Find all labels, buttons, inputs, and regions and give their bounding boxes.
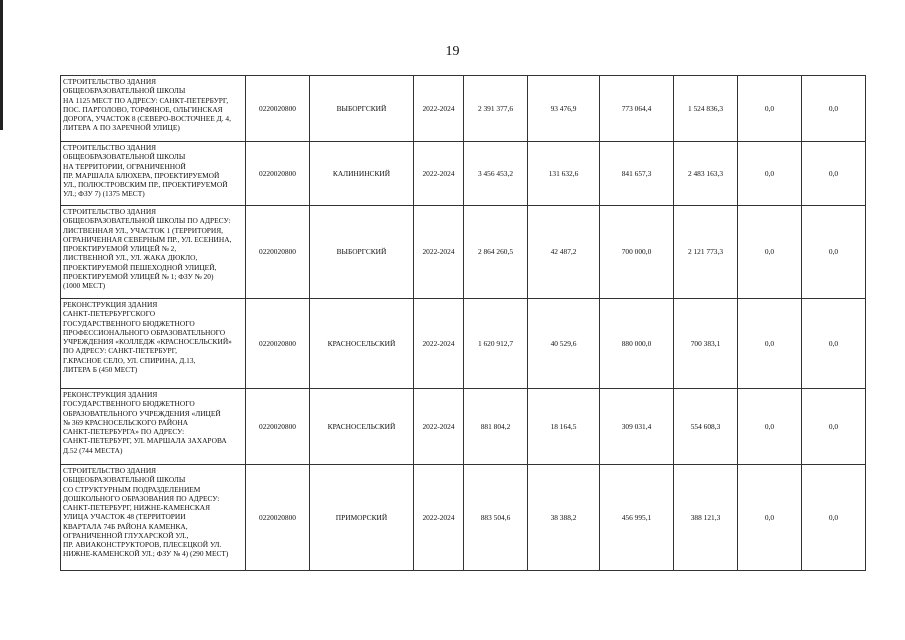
amount-2025: 0,0 xyxy=(738,465,802,571)
amount-2024: 2 483 163,3 xyxy=(674,142,738,206)
district: ПРИМОРСКИЙ xyxy=(310,465,414,571)
description-line: СТРОИТЕЛЬСТВО ЗДАНИЯ xyxy=(63,77,157,86)
table-row xyxy=(61,299,866,389)
description-line: № 369 КРАСНОСЕЛЬСКОГО РАЙОНА xyxy=(63,417,189,427)
description-line: ПРОЕКТИРУЕМОЙ ПЕШЕХОДНОЙ УЛИЦЕЙ, xyxy=(63,262,217,272)
description-line: ОБЩЕОБРАЗОВАТЕЛЬНОЙ ШКОЛЫ xyxy=(63,152,186,162)
amount-2024: 700 383,1 xyxy=(674,299,738,389)
budget-code: 0220020800 xyxy=(246,142,310,206)
description-line: СТРОИТЕЛЬСТВО ЗДАНИЯ xyxy=(63,466,157,475)
total-amount: 1 620 912,7 xyxy=(464,299,528,389)
description-line: ПОС. ПАРГОЛОВО, ТОРФЯНОЕ, ОЛЬГИНСКАЯ xyxy=(63,104,223,114)
amount-2025: 0,0 xyxy=(738,206,802,299)
amount-2023: 841 657,3 xyxy=(600,142,674,206)
period: 2022-2024 xyxy=(414,389,464,465)
description-line: ОБЩЕОБРАЗОВАТЕЛЬНОЙ ШКОЛЫ xyxy=(63,475,186,485)
amount-2023: 309 031,4 xyxy=(600,389,674,465)
amount-2025: 0,0 xyxy=(738,142,802,206)
amount-2023: 456 995,1 xyxy=(600,465,674,571)
object-description xyxy=(61,465,246,571)
table-row xyxy=(61,389,866,465)
description-line: ЛИТЕРА Б (450 МЕСТ) xyxy=(63,364,138,374)
description-line: ПО АДРЕСУ: САНКТ-ПЕТЕРБУРГ, xyxy=(63,346,177,356)
description-line: НА ТЕРРИТОРИИ, ОГРАНИЧЕННОЙ xyxy=(63,161,186,171)
object-description xyxy=(61,389,246,465)
description-line: СТРОИТЕЛЬСТВО ЗДАНИЯ xyxy=(63,143,157,152)
description-line: ОГРАНИЧЕННОЙ ГЛУХАРСКОЙ УЛ., xyxy=(63,530,189,540)
total-amount: 2 391 377,6 xyxy=(464,76,528,142)
budget-code: 0220020800 xyxy=(246,389,310,465)
description-line: РЕКОНСТРУКЦИЯ ЗДАНИЯ xyxy=(63,390,158,399)
amount-2022: 42 487,2 xyxy=(528,206,600,299)
period: 2022-2024 xyxy=(414,465,464,571)
description-line: ОБЩЕОБРАЗОВАТЕЛЬНОЙ ШКОЛЫ ПО АДРЕСУ: xyxy=(63,216,231,226)
amount-2026: 0,0 xyxy=(802,142,866,206)
period: 2022-2024 xyxy=(414,142,464,206)
description-line: САНКТ-ПЕТЕРБУРГ, УЛ. МАРШАЛА ЗАХАРОВА xyxy=(63,436,227,446)
table-row xyxy=(61,76,866,142)
period: 2022-2024 xyxy=(414,206,464,299)
object-description xyxy=(61,142,246,206)
object-description xyxy=(61,206,246,299)
description-line: ПРОФЕССИОНАЛЬНОГО ОБРАЗОВАТЕЛЬНОГО xyxy=(63,327,226,337)
amount-2022: 40 529,6 xyxy=(528,299,600,389)
amount-2023: 880 000,0 xyxy=(600,299,674,389)
description-line: САНКТ-ПЕТЕРБУРГА» ПО АДРЕСУ: xyxy=(63,427,185,436)
description-line: ОБЩЕОБРАЗОВАТЕЛЬНОЙ ШКОЛЫ xyxy=(63,86,186,96)
description-line: УЛ.; ФЗУ 7) (1375 МЕСТ) xyxy=(63,189,145,199)
object-description xyxy=(61,76,246,142)
description-line: УЛИЦА УЧАСТОК 48 (ТЕРРИТОРИИ xyxy=(63,512,186,522)
description-line: НА 1125 МЕСТ ПО АДРЕСУ: САНКТ-ПЕТЕРБУРГ, xyxy=(63,95,229,105)
investment-table xyxy=(60,75,866,571)
description-line: ГОСУДАРСТВЕННОГО БЮДЖЕТНОГО xyxy=(63,399,195,409)
description-line: НИЖНЕ-КАМЕНСКОЙ УЛ.; ФЗУ № 4) (290 МЕСТ) xyxy=(63,549,229,559)
description-line: ПР. АВИАКОНСТРУКТОРОВ, ПЛЕСЕЦКОЙ УЛ. xyxy=(63,540,222,549)
amount-2024: 388 121,3 xyxy=(674,465,738,571)
description-line: СО СТРУКТУРНЫМ ПОДРАЗДЕЛЕНИЕМ xyxy=(63,484,201,494)
amount-2023: 773 064,4 xyxy=(600,76,674,142)
description-line: ЛИСТВЕННОЙ УЛ., УЛ. ЖАКА ДЮКЛО, xyxy=(63,253,198,263)
description-line: СТРОИТЕЛЬСТВО ЗДАНИЯ xyxy=(63,207,157,216)
description-line: САНКТ-ПЕТЕРБУРГСКОГО xyxy=(63,309,156,319)
description-line: УЛ., ПОЛЮСТРОВСКИМ ПР., ПРОЕКТИРУЕМОЙ xyxy=(63,180,228,189)
period: 2022-2024 xyxy=(414,76,464,142)
budget-code: 0220020800 xyxy=(246,465,310,571)
total-amount: 3 456 453,2 xyxy=(464,142,528,206)
amount-2022: 38 388,2 xyxy=(528,465,600,571)
table-row xyxy=(61,206,866,299)
description-line: ДОРОГА, УЧАСТОК 8 (СЕВЕРО-ВОСТОЧНЕЕ Д. 4, xyxy=(63,114,231,123)
scan-edge-mark xyxy=(0,0,3,130)
description-line: ДОШКОЛЬНОГО ОБРАЗОВАНИЯ ПО АДРЕСУ: xyxy=(63,493,220,503)
amount-2025: 0,0 xyxy=(738,299,802,389)
amount-2024: 2 121 773,3 xyxy=(674,206,738,299)
page-number: 19 xyxy=(445,44,460,59)
budget-code: 0220020800 xyxy=(246,76,310,142)
amount-2026: 0,0 xyxy=(802,206,866,299)
total-amount: 883 504,6 xyxy=(464,465,528,571)
amount-2024: 554 608,3 xyxy=(674,389,738,465)
total-amount: 881 804,2 xyxy=(464,389,528,465)
description-line: УЧРЕЖДЕНИЯ «КОЛЛЕДЖ «КРАСНОСЕЛЬСКИЙ» xyxy=(63,337,232,346)
amount-2022: 18 164,5 xyxy=(528,389,600,465)
amount-2022: 131 632,6 xyxy=(528,142,600,206)
description-line: ГОСУДАРСТВЕННОГО БЮДЖЕТНОГО xyxy=(63,318,195,328)
description-line: САНКТ-ПЕТЕРБУРГ, НИЖНЕ-КАМЕНСКАЯ xyxy=(63,503,211,512)
description-line: ЛИТЕРА А ПО ЗАРЕЧНОЙ УЛИЦЕ) xyxy=(63,123,180,133)
description-line: РЕКОНСТРУКЦИЯ ЗДАНИЯ xyxy=(63,300,158,309)
description-line: ОБРАЗОВАТЕЛЬНОГО УЧРЕЖДЕНИЯ «ЛИЦЕЙ xyxy=(63,408,221,418)
table-row xyxy=(61,142,866,206)
amount-2022: 93 476,9 xyxy=(528,76,600,142)
district: ВЫБОРГСКИЙ xyxy=(310,206,414,299)
object-description xyxy=(61,299,246,389)
description-line: Д.52 (744 МЕСТА) xyxy=(63,445,123,455)
description-line: ПРОЕКТИРУЕМОЙ УЛИЦЕЙ № 1; ФЗУ № 20) xyxy=(63,271,214,281)
amount-2023: 700 000,0 xyxy=(600,206,674,299)
description-line: ЛИСТВЕННАЯ УЛ., УЧАСТОК 1 (ТЕРРИТОРИЯ, xyxy=(63,225,224,235)
amount-2024: 1 524 836,3 xyxy=(674,76,738,142)
description-line: (1000 МЕСТ) xyxy=(63,281,106,290)
description-line: КВАРТАЛА 74Б РАЙОНА КАМЕНКА, xyxy=(63,521,188,531)
total-amount: 2 864 260,5 xyxy=(464,206,528,299)
district: КРАСНОСЕЛЬСКИЙ xyxy=(310,299,414,389)
budget-code: 0220020800 xyxy=(246,299,310,389)
table-row xyxy=(61,465,866,571)
period: 2022-2024 xyxy=(414,299,464,389)
district: КРАСНОСЕЛЬСКИЙ xyxy=(310,389,414,465)
amount-2025: 0,0 xyxy=(738,76,802,142)
district: КАЛИНИНСКИЙ xyxy=(310,142,414,206)
amount-2026: 0,0 xyxy=(802,389,866,465)
amount-2025: 0,0 xyxy=(738,389,802,465)
description-line: ПРОЕКТИРУЕМОЙ УЛИЦЕЙ № 2, xyxy=(63,244,177,253)
amount-2026: 0,0 xyxy=(802,465,866,571)
district: ВЫБОРГСКИЙ xyxy=(310,76,414,142)
description-line: Г.КРАСНОЕ СЕЛО, УЛ. СПИРИНА, Д.13, xyxy=(63,355,196,365)
amount-2026: 0,0 xyxy=(802,299,866,389)
amount-2026: 0,0 xyxy=(802,76,866,142)
description-line: ОГРАНИЧЕННАЯ СЕВЕРНЫМ ПР., УЛ. ЕСЕНИНА, xyxy=(63,234,232,244)
budget-code: 0220020800 xyxy=(246,206,310,299)
description-line: ПР. МАРШАЛА БЛЮХЕРА, ПРОЕКТИРУЕМОЙ xyxy=(63,170,220,180)
